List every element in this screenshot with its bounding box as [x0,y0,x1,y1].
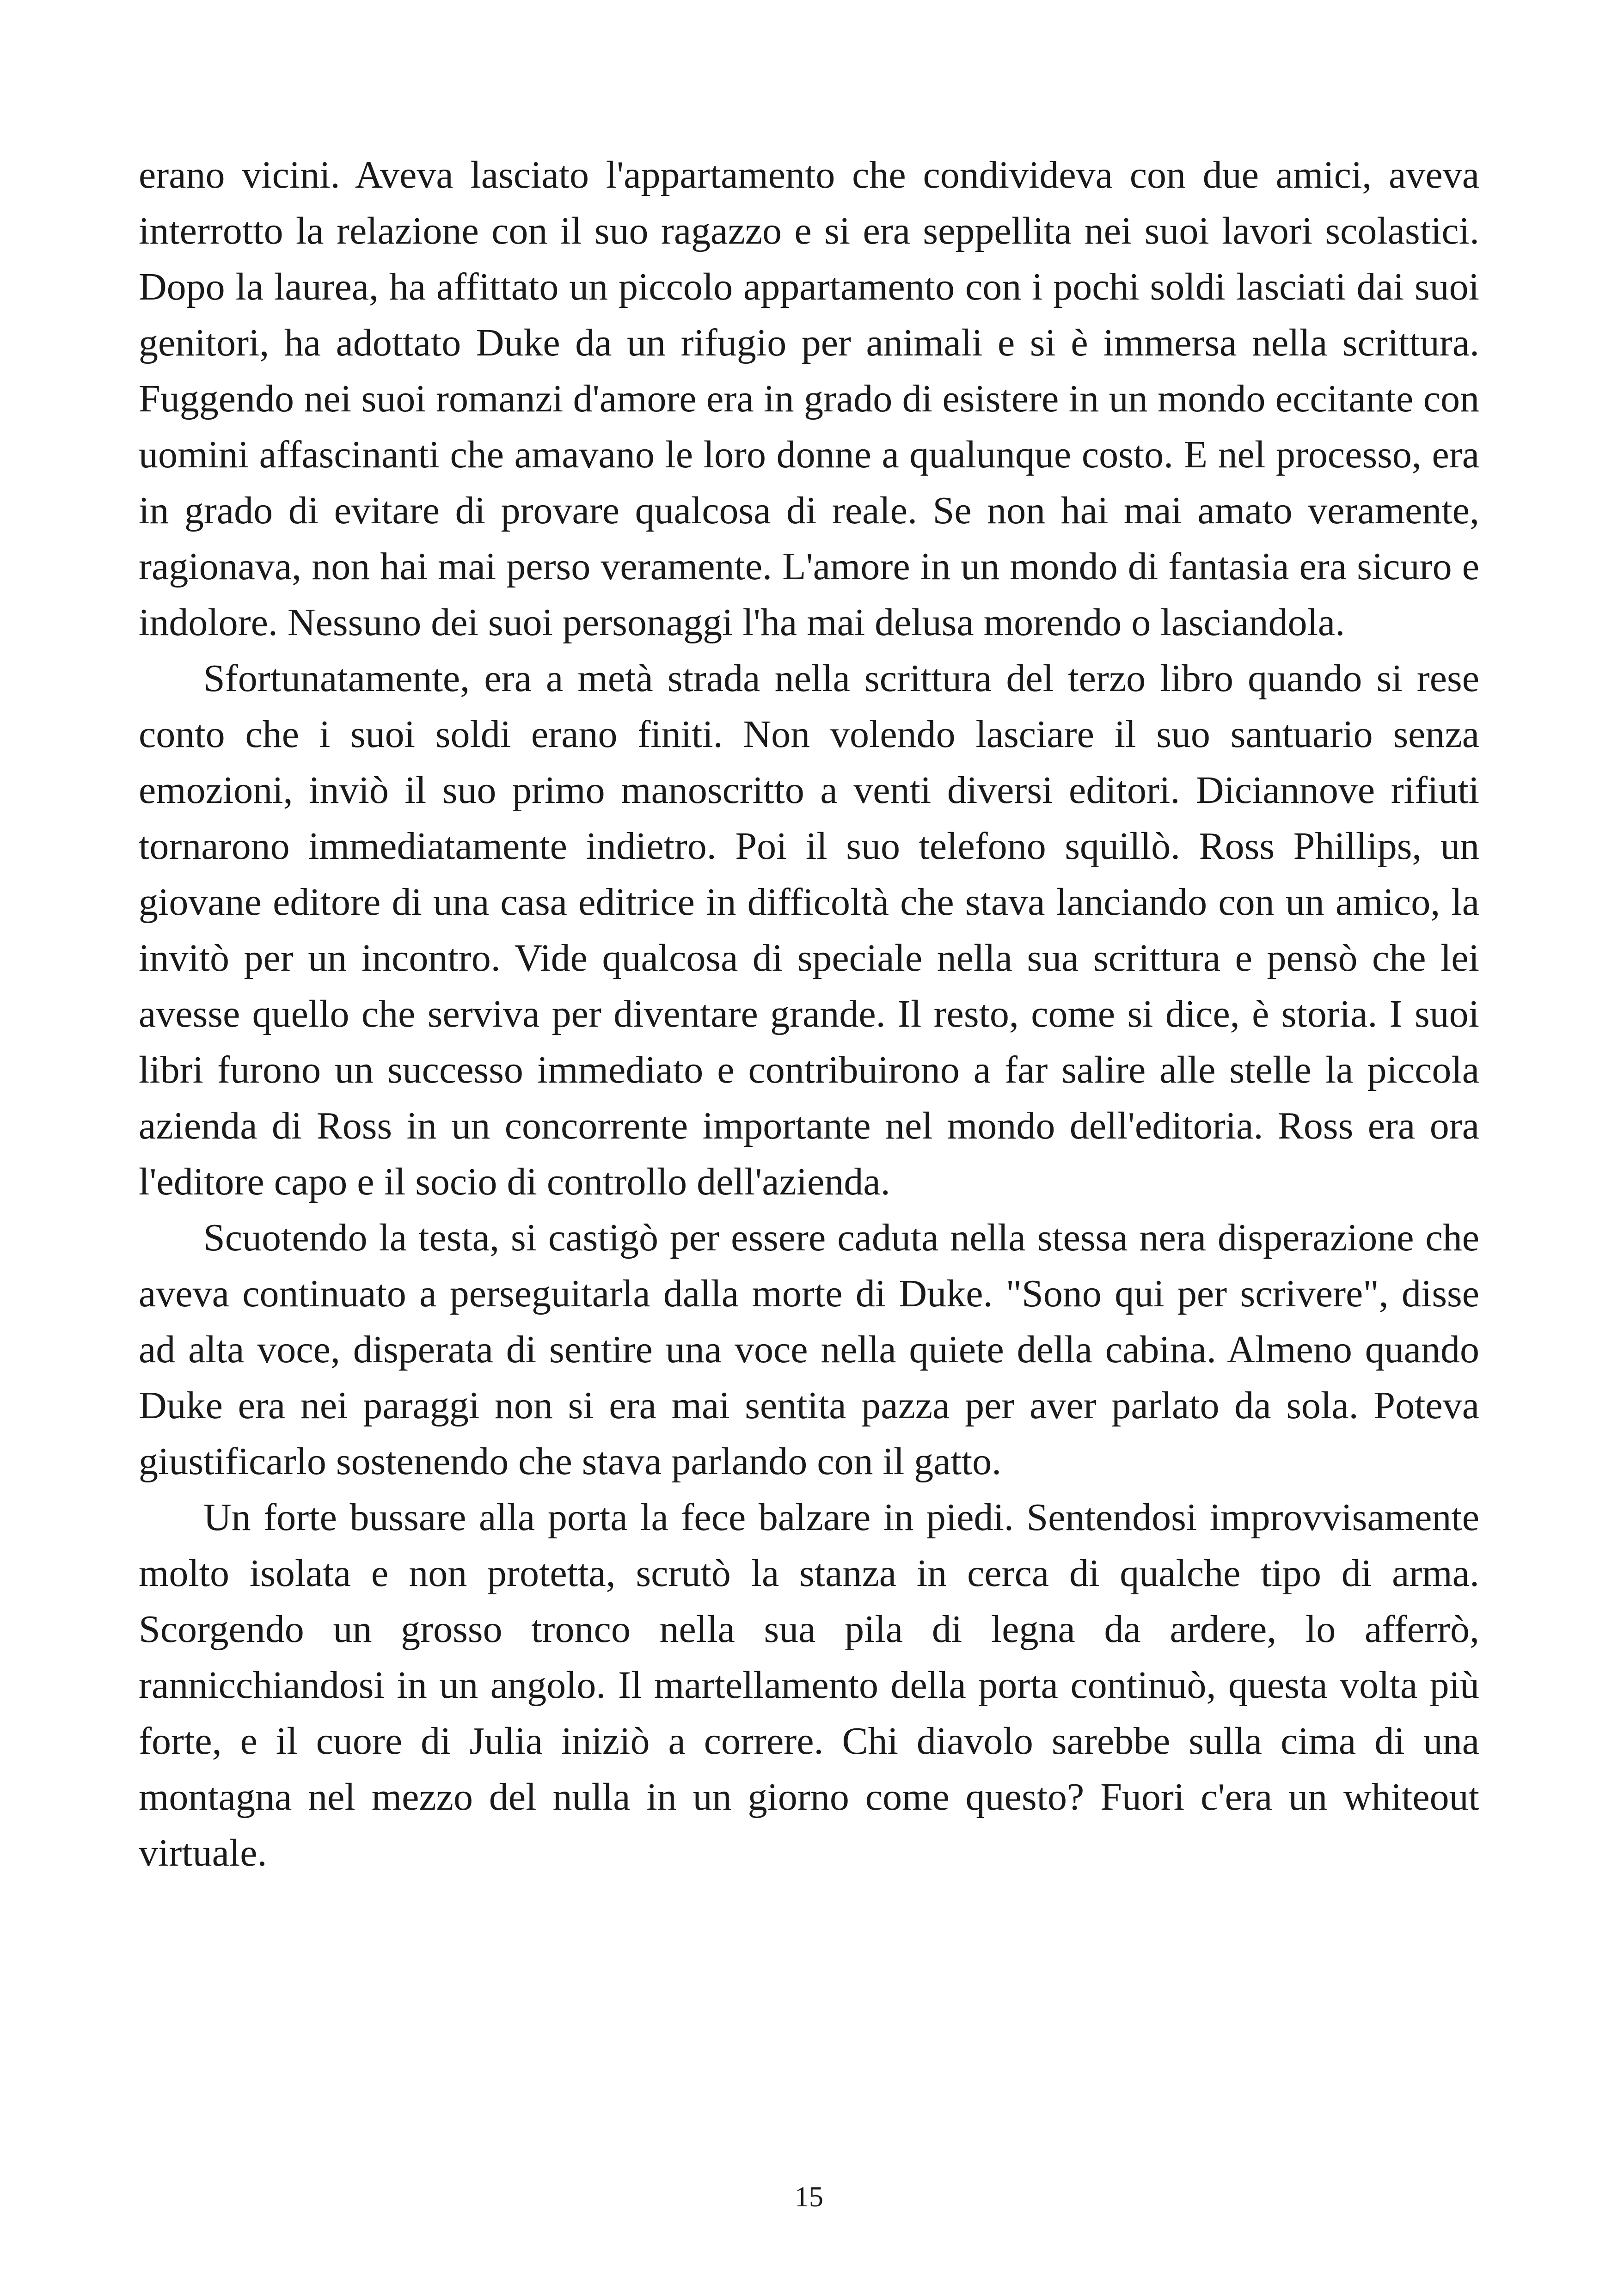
paragraph-1: erano vicini. Aveva lasciato l'appartamento che condivideva con due amici, aveva interrotto la relazione con il suo ragazzo e si era seppellita nei suoi lavori scolastici. Dopo la laurea, ha affittato un piccolo appartamento con i pochi soldi lasciati dai suoi genitori, ha adottato Duke da un rifugio per animali e si è immersa nella scrittura. Fuggendo nei suoi romanzi d'amore era in grado di esistere in un mondo eccitante con uomini affascinanti che amavano le loro donne a qualunque costo. E nel processo, era in grado di evitare di provare qualcosa di reale. Se non hai mai amato veramente, ragionava, non hai mai perso veramente. L'amore in un mondo di fantasia era sicuro e indolore. Nessuno dei suoi personaggi l'ha mai delusa morendo o lasciandola. [139,153,1479,644]
paragraph-2: Sfortunatamente, era a metà strada nella scrittura del terzo libro quando si rese conto che i suoi soldi erano finiti. Non volendo lasciare il suo santuario senza emozioni, inviò il suo primo manoscritto a venti diversi editori. Diciannove rifiuti tornarono immediatamente indietro. Poi il suo telefono squillò. Ross Phillips, un giovane editore di una casa editrice in difficoltà che stava lanciando con un amico, la invitò per un incontro. Vide qualcosa di speciale nella sua scrittura e pensò che lei avesse quello che serviva per diventare grande. Il resto, come si dice, è storia. I suoi libri furono un successo immediato e contribuirono a far salire alle stelle la piccola azienda di Ross in un concorrente importante nel mondo dell'editoria. Ross era ora l'editore capo e il socio di controllo dell'azienda. [139,657,1479,1203]
page-number: 15 [795,2181,823,2213]
paragraph-3: Scuotendo la testa, si castigò per essere caduta nella stessa nera disperazione che aveva continuato a perseguitarla dalla morte di Duke. "Sono qui per scrivere", disse ad alta voce, disperata di sentire una voce nella quiete della cabina. Almeno quando Duke era nei paraggi non si era mai sentita pazza per aver parlato da sola. Poteva giustificarlo sostenendo che stava parlando con il gatto. [139,1216,1479,1483]
paragraph-4: Un forte bussare alla porta la fece balzare in piedi. Sentendosi improvvisamente molto isolata e non protetta, scrutò la stanza in cerca di qualche tipo di arma. Scorgendo un grosso tronco nella sua pila di legna da ardere, lo afferrò, rannicchiandosi in un angolo. Il martellamento della porta continuò, questa volta più forte, e il cuore di Julia iniziò a correre. Chi diavolo sarebbe sulla cima di una montagna nel mezzo del nulla in un giorno come questo? Fuori c'era un whiteout virtuale. [139,1496,1479,1874]
body-text [139,147,1479,1881]
